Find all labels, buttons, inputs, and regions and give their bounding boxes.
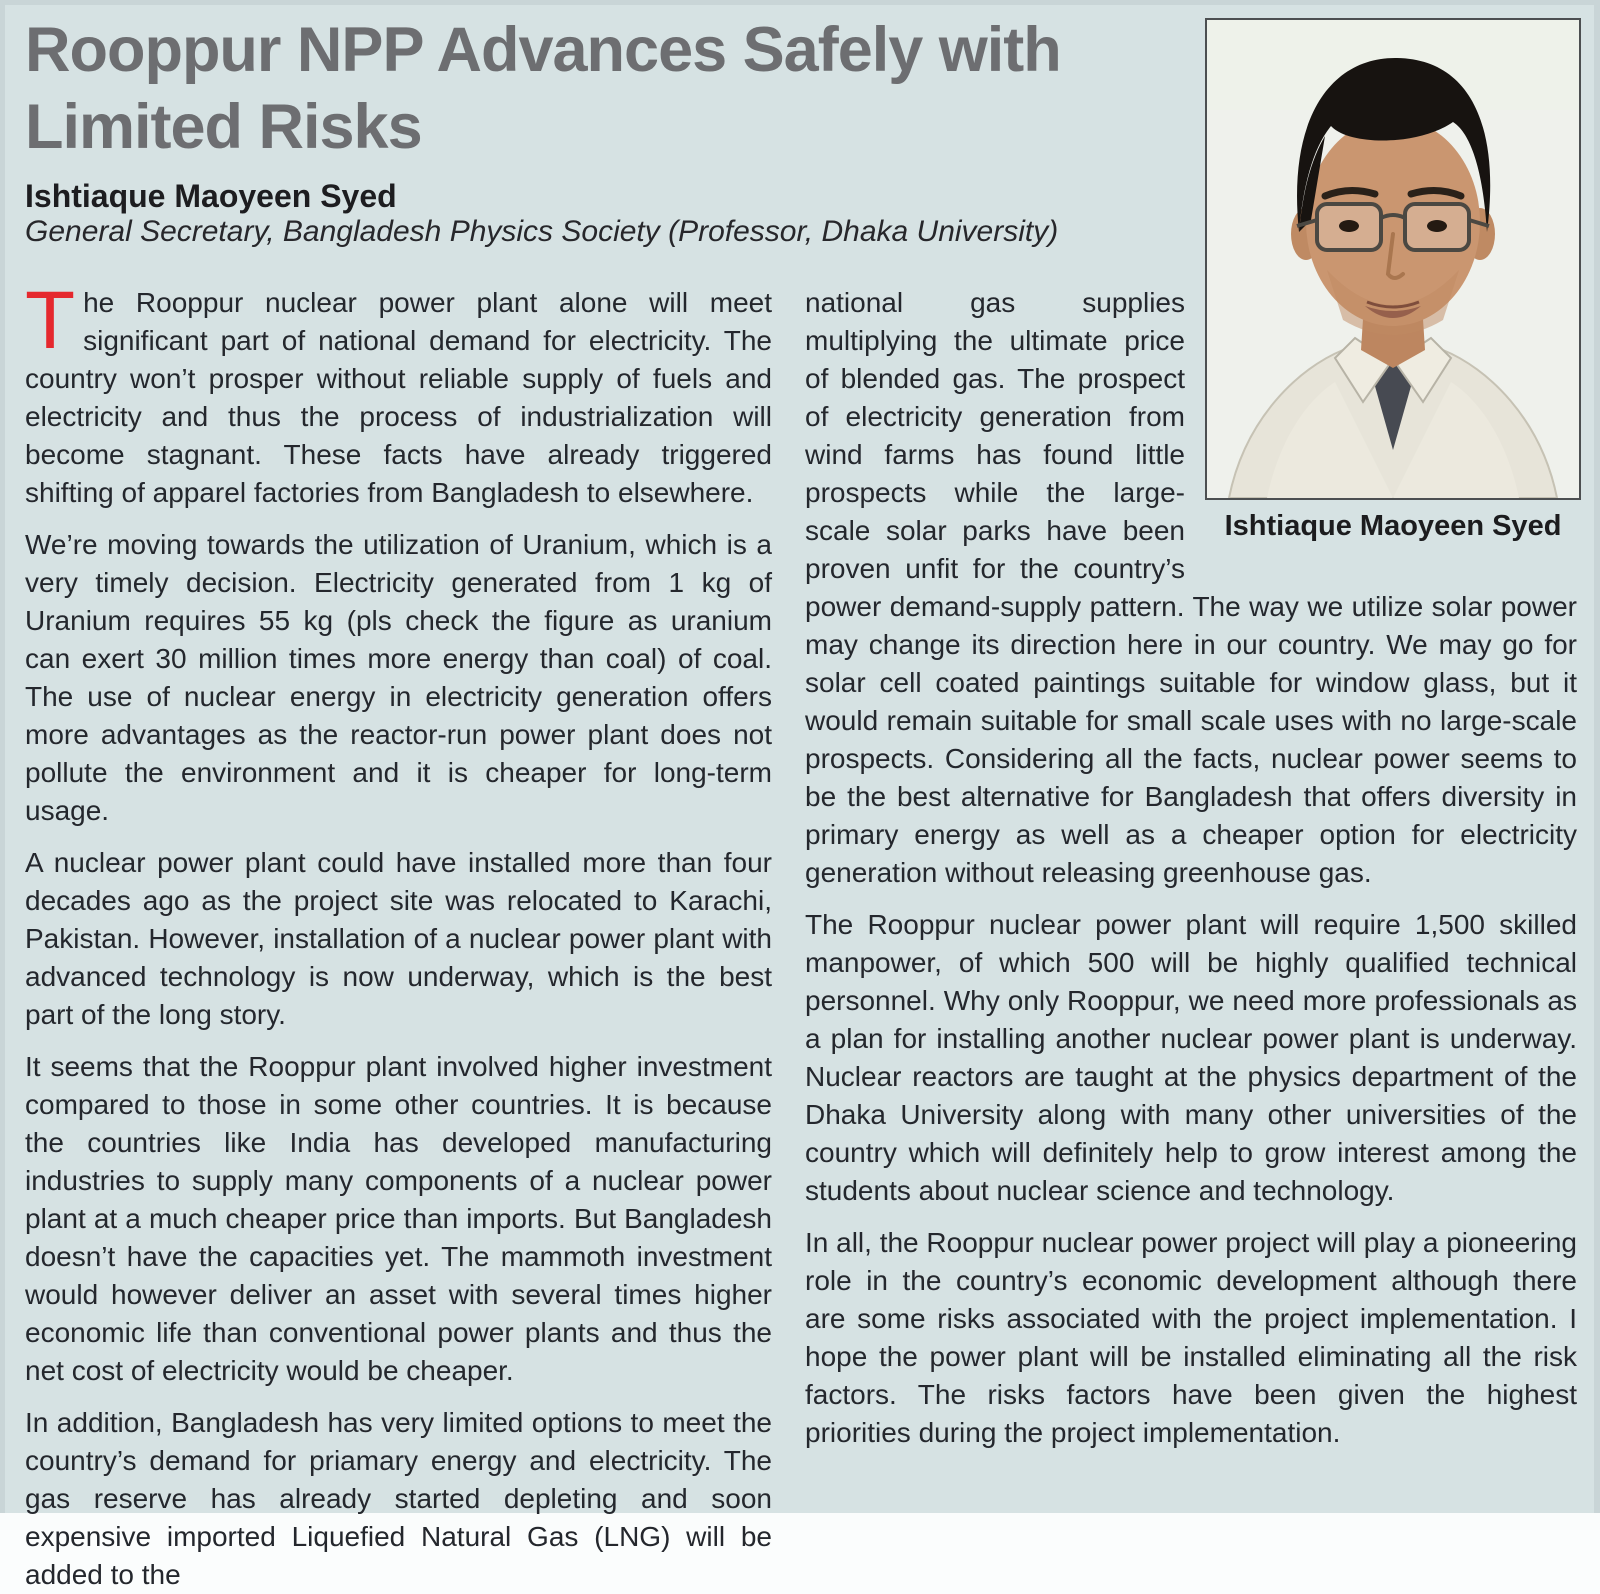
left-column xyxy=(25,275,772,1594)
paragraph: In all, the Rooppur nuclear power project will play a pioneering role in the country’s economic development although there are some risks associated with the project implementation. I hope the power plant will be installed eliminating all the risk factors. The risks factors have been given the highest priorities during the project implementation. xyxy=(805,1227,1577,1448)
article-title-line1: Rooppur NPP Advances Safely with xyxy=(25,15,1061,85)
photo-wrap-spacer xyxy=(1185,284,1577,564)
author-role: General Secretary, Bangladesh Physics Society (Professor, Dhaka University) xyxy=(25,215,1059,248)
article-title xyxy=(25,12,1175,166)
right-column xyxy=(805,284,1577,1452)
paragraph: The Rooppur nuclear power plant will require 1,500 skilled manpower, of which 500 will be highly qualified technical personnel. Why only Rooppur, we need more professionals as a plan for installing another nuclear power plant is underway. Nuclear reactors are taught at the physics department of the Dhaka University along with many other universities of the country which will definitely help to grow interest among the students about nuclear science and technology. xyxy=(805,909,1577,1206)
paragraph: In addition, Bangladesh has very limited options to meet the country’s demand for priamary energy and electricity. The gas reserve has already started depleting and soon expensive imported Liquefied Natural Gas (LNG) will be added to the xyxy=(25,1407,772,1590)
paragraph-lead-text: he Rooppur nuclear power plant alone will meet significant part of national demand for electricity. The country won’t prosper without reliable supply of fuels and electricity and thus the process of industrialization will become stagnant. These facts have already triggered shifting of apparel factories from Bangladesh to elsewhere. xyxy=(25,287,772,508)
drop-cap: T xyxy=(25,275,76,366)
paragraph: A nuclear power plant could have installed more than four decades ago as the project site was relocated to Karachi, Pakistan. However, installation of a nuclear power plant with advanced technology is now underway, which is the best part of the long story. xyxy=(25,847,772,1030)
article-title-line2: Limited Risks xyxy=(25,92,422,162)
paragraph-wrapping-photo-text: national gas supplies multiplying the ultimate price of blended gas. The prospect of electricity generation from wind farms has found little prospects while the large-scale solar parks have been proven unfit for the country’s power demand-supply pattern. The way we utilize solar power may change its direction here in our country. We may go for solar cell coated paintings suitable for window glass, but it would remain suitable for small scale uses with no large-scale prospects. Considering all the facts, nuclear power seems to be the best alternative for Bangladesh that offers diversity in primary energy as well as a cheaper option for electricity generation without releasing greenhouse gas. xyxy=(805,287,1577,888)
photo-caption: Ishtiaque Maoyeen Syed xyxy=(1224,510,1562,542)
paragraph: We’re moving towards the utilization of Uranium, which is a very timely decision. Electricity generated from 1 kg of Uranium requires 55 kg (pls check the figure as uranium can exert 30 million times more energy than coal) of coal. The use of nuclear energy in electricity generation offers more advantages as the reactor-run power plant does not pollute the environment and it is cheaper for long-term usage. xyxy=(25,529,772,826)
paragraph-wrapping-photo xyxy=(805,284,1577,892)
paragraph: It seems that the Rooppur plant involved higher investment compared to those in some other countries. It is because the countries like India has developed manufacturing industries to supply many components of a nuclear power plant at a much cheaper price than imports. But Bangladesh doesn’t have the capacities yet. The mammoth investment would however deliver an asset with several times higher economic life than conventional power plants and thus the net cost of electricity would be cheaper. xyxy=(25,1051,772,1386)
author-name: Ishtiaque Maoyeen Syed xyxy=(25,178,397,214)
paragraph-lead xyxy=(25,275,772,512)
